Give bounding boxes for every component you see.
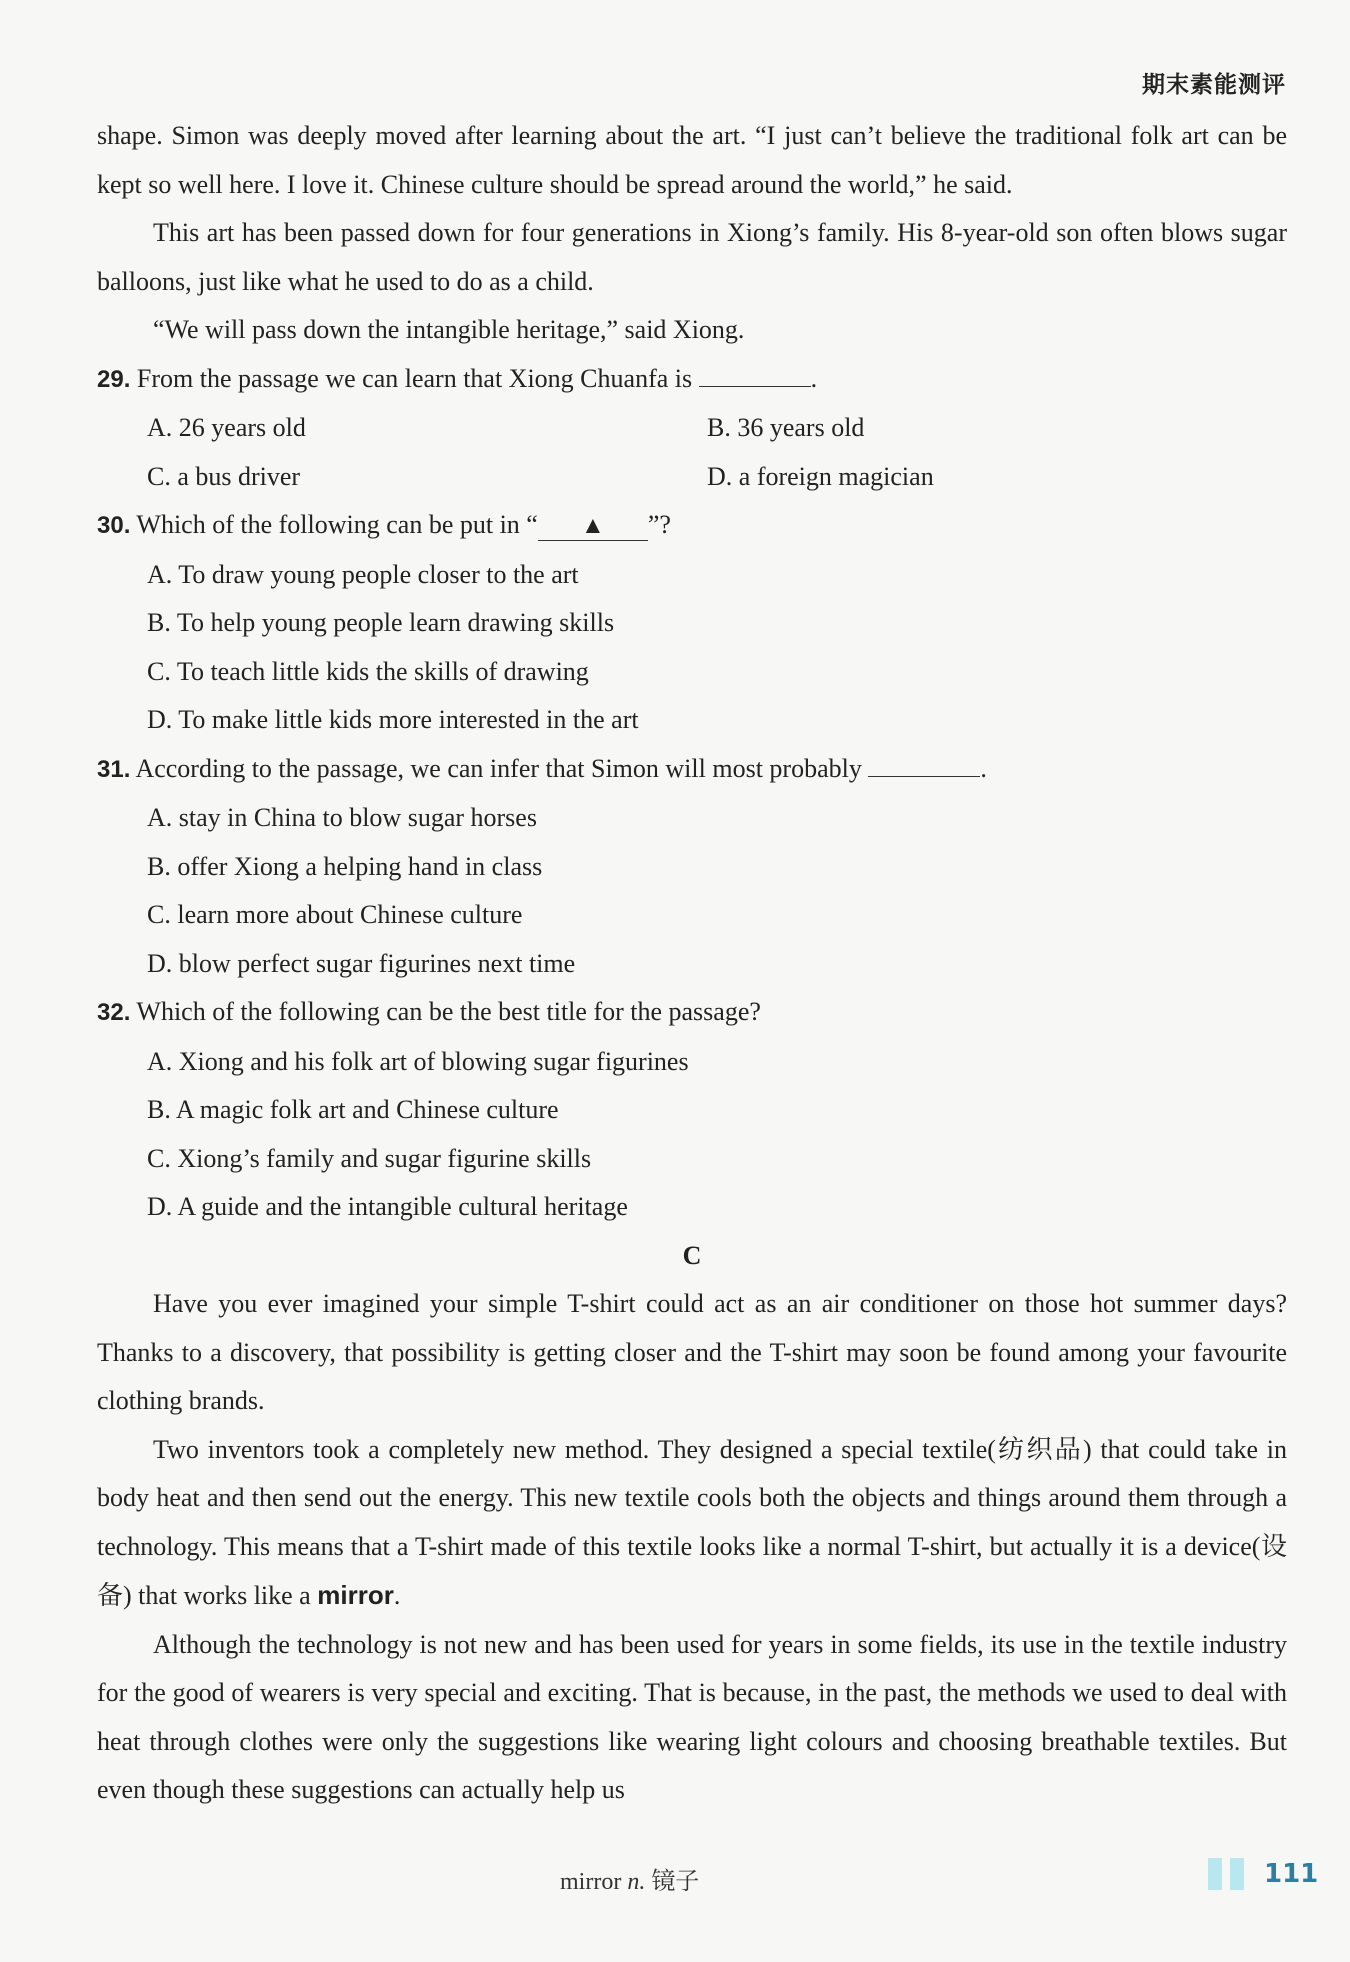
answer-blank	[868, 754, 980, 777]
page-header: 期末素能测评	[1142, 72, 1286, 98]
note-meaning: 镜子	[651, 1869, 700, 1895]
option-b: B. offer Xiong a helping hand in class	[147, 851, 543, 881]
triangle-blank: ▲	[538, 512, 648, 541]
option-c: C. a bus driver	[147, 461, 301, 491]
passage-paragraph: Have you ever imagined your simple T-shirt could act as an air conditioner on those hot summer days? Thanks to a discovery, that possibility is getting closer and the T-shirt may soon be found among your favourite clothing brands.	[97, 1289, 1287, 1415]
question-stem: According to the passage, we can infer that Simon will most probably	[135, 753, 862, 783]
question-end: ”?	[647, 510, 671, 539]
question-number: 29.	[97, 365, 131, 393]
options-row	[97, 453, 1287, 502]
option-b: B. 36 years old	[707, 413, 865, 442]
page-number: 111	[1264, 1859, 1319, 1889]
passage-paragraph: “We will pass down the intangible heritage,” said Xiong.	[153, 315, 745, 344]
paragraph-text: Two inventors took a completely new method. They designed a special textile(纺织品) that could take in body heat and then send out the energy. This new textile cools both the objects and things around them through a technology. This means that a T-shirt made of this textile looks like a normal T-shirt, but actually it is a device(设备) that works like a	[97, 1434, 1287, 1610]
option-a: A. stay in China to blow sugar horses	[147, 803, 537, 832]
option-d: D. a foreign magician	[707, 461, 934, 491]
option-b: B. A magic folk art and Chinese culture	[147, 1095, 559, 1124]
option-a: A. To draw young people closer to the art	[147, 559, 579, 589]
question-stem: From the passage we can learn that Xiong Chuanfa is	[136, 363, 693, 393]
option-c: C. learn more about Chinese culture	[147, 900, 523, 929]
option-d: D. blow perfect sugar figurines next time	[147, 948, 576, 978]
question-stem: Which of the following can be the best title for the passage?	[136, 997, 761, 1026]
option-a: A. 26 years old	[147, 413, 306, 442]
passage-paragraph: Although the technology is not new and has been used for years in some fields, its use in the textile industry for the good of wearers is very special and exciting. That is because, in the past, the methods we used to deal with heat through clothes were only the suggestions like wearing light colours and choosing breathable textiles. But even though these suggestions can actually help us	[97, 1629, 1287, 1804]
option-c: C. To teach little kids the skills of drawing	[147, 656, 589, 686]
section-label: C	[682, 1240, 702, 1270]
option-a: A. Xiong and his folk art of blowing sugar figurines	[147, 1046, 689, 1076]
note-word: mirror	[560, 1869, 622, 1895]
option-c: C. Xiong’s family and sugar figurine skills	[147, 1143, 592, 1173]
question-end: .	[810, 363, 818, 393]
bold-keyword: mirror	[317, 1580, 394, 1610]
question-31	[97, 745, 1287, 795]
answer-blank	[699, 364, 811, 387]
question-32	[97, 988, 1287, 1038]
question-number: 30.	[97, 512, 131, 539]
question-end: .	[980, 753, 987, 783]
passage-paragraph	[97, 1426, 1287, 1621]
passage-paragraph: This art has been passed down for four generations in Xiong’s family. His 8-year-old son often blows sugar balloons, just like what he used to do as a child.	[97, 218, 1287, 296]
options-row	[97, 404, 1287, 453]
content	[97, 112, 1287, 1815]
question-number: 31.	[97, 755, 131, 783]
option-b: B. To help young people learn drawing skills	[147, 608, 615, 637]
question-number: 32.	[97, 999, 131, 1026]
page-number-decoration	[1208, 1858, 1244, 1890]
option-d: D. To make little kids more interested in the art	[147, 705, 639, 734]
option-d: D. A guide and the intangible cultural heritage	[147, 1192, 628, 1221]
question-30	[97, 501, 1287, 551]
paragraph-end: .	[393, 1581, 401, 1610]
passage-paragraph: shape. Simon was deeply moved after learning about the art. “I just can’t believe the traditional folk art can be kept so well here. I love it. Chinese culture should be spread around the world,” he said.	[97, 121, 1287, 199]
question-29	[97, 355, 1287, 405]
vocabulary-note	[560, 1861, 699, 1896]
question-stem: Which of the following can be put in “	[136, 510, 538, 539]
note-part-of-speech: n.	[627, 1869, 646, 1895]
